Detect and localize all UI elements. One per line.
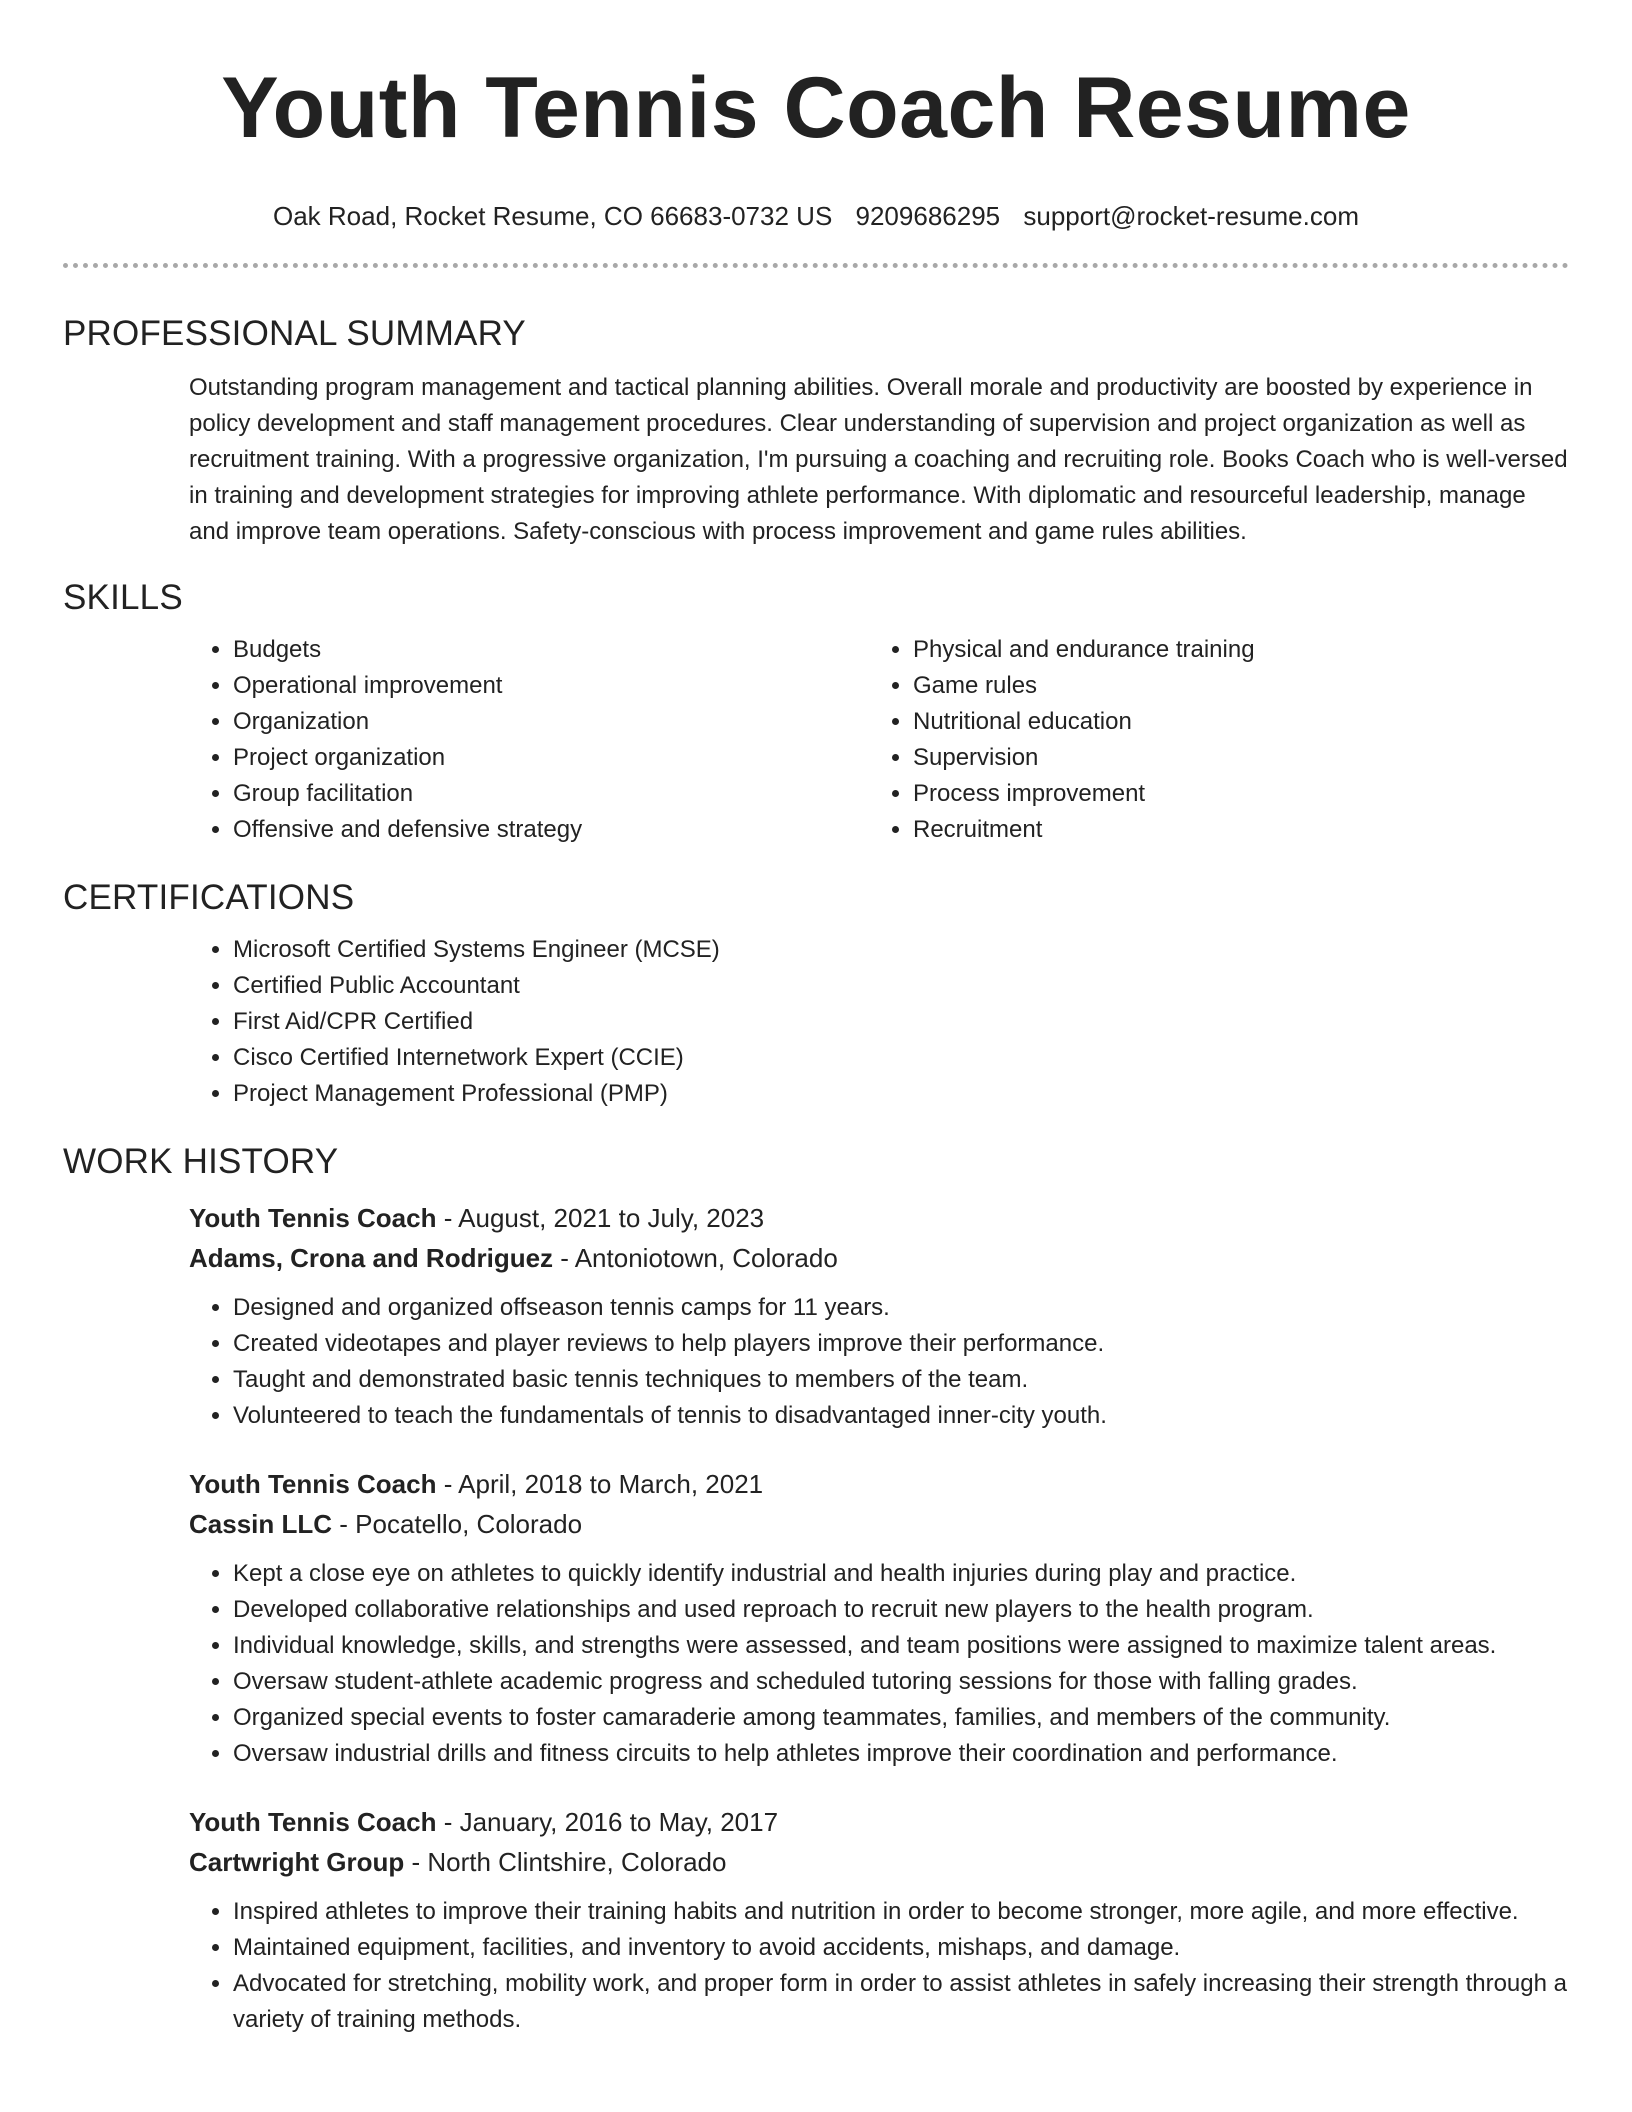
section-heading-work-history: WORK HISTORY [63, 1142, 339, 1181]
professional-summary-section [63, 312, 1569, 550]
job-company: Cartwright Group [189, 1847, 405, 1877]
contact-phone: 9209686295 [855, 201, 1001, 231]
certification-item: • Cisco Certified Internetwork Expert (CCIE) [233, 1040, 1569, 1076]
separator: - [436, 1203, 459, 1233]
skill-item: • Physical and endurance training [913, 632, 1549, 668]
job-bullet: • Developed collaborative relationships and used reproach to recruit new players to the health program. [233, 1592, 1569, 1628]
certifications-section [63, 876, 1569, 1112]
job-bullet: • Kept a close eye on athletes to quickly identify industrial and health injuries during play and practice. [233, 1556, 1569, 1592]
resume-title: Youth Tennis Coach Resume [221, 60, 1411, 156]
skill-item: • Operational improvement [233, 668, 869, 704]
job-entry [189, 1198, 1569, 1434]
section-heading-skills: SKILLS [63, 578, 183, 617]
section-heading-certifications: CERTIFICATIONS [63, 878, 355, 917]
skill-item: • Group facilitation [233, 776, 869, 812]
header-divider [63, 263, 1569, 268]
contact-email: support@rocket-resume.com [1023, 201, 1359, 231]
job-dates: January, 2016 to May, 2017 [459, 1807, 779, 1837]
job-title-line [189, 1802, 1569, 1842]
job-location: Pocatello, Colorado [355, 1509, 583, 1539]
job-dates: August, 2021 to July, 2023 [458, 1203, 765, 1233]
job-company-line [189, 1238, 1569, 1278]
job-bullet: • Created videotapes and player reviews to help players improve their performance. [233, 1326, 1569, 1362]
skill-item: • Supervision [913, 740, 1549, 776]
job-company-line [189, 1842, 1569, 1882]
job-bullet: • Advocated for stretching, mobility work, and proper form in order to assist athletes in safely increasing their strength through a variety of training methods. [233, 1966, 1569, 2038]
job-title: Youth Tennis Coach [189, 1469, 437, 1499]
skills-section [63, 576, 1569, 848]
job-bullet: • Designed and organized offseason tennis camps for 11 years. [233, 1290, 1569, 1326]
separator: - [436, 1469, 459, 1499]
job-location: North Clintshire, Colorado [427, 1847, 727, 1877]
job-dates: April, 2018 to March, 2021 [458, 1469, 764, 1499]
skill-item: • Process improvement [913, 776, 1549, 812]
job-bullet: • Oversaw industrial drills and fitness circuits to help athletes improve their coordination and performance. [233, 1736, 1569, 1772]
job-bullet: • Inspired athletes to improve their training habits and nutrition in order to become stronger, more agile, and more effective. [233, 1894, 1569, 1930]
job-title-line [189, 1198, 1569, 1238]
skill-item: • Organization [233, 704, 869, 740]
summary-text: Outstanding program management and tactical planning abilities. Overall morale and productivity are boosted by experience in policy development and staff management procedures. Clear understanding of supervision and project organization as well as recruitment training. With a progressive organization, I'm pursuing a coaching and recruiting role. Books Coach who is well-versed in training and development strategies for improving athlete performance. With diplomatic and resourceful leadership, manage and improve team operations. Safety-conscious with process improvement and game rules abilities. [189, 374, 1568, 545]
job-bullet: • Maintained equipment, facilities, and inventory to avoid accidents, mishaps, and damage. [233, 1930, 1569, 1966]
skills-column-right [869, 632, 1549, 848]
contact-address: Oak Road, Rocket Resume, CO 66683-0732 US [273, 201, 833, 231]
job-title: Youth Tennis Coach [189, 1203, 437, 1233]
skills-column-left [189, 632, 869, 848]
separator: - [553, 1243, 575, 1273]
job-company: Cassin LLC [189, 1509, 333, 1539]
certification-item: • Microsoft Certified Systems Engineer (MCSE) [233, 932, 1569, 968]
job-bullet: • Organized special events to foster camaraderie among teammates, families, and members of the community. [233, 1700, 1569, 1736]
skill-item: • Budgets [233, 632, 869, 668]
job-bullet: • Taught and demonstrated basic tennis techniques to members of the team. [233, 1362, 1569, 1398]
skill-item: • Game rules [913, 668, 1549, 704]
separator: - [404, 1847, 428, 1877]
job-bullet: • Oversaw student-athlete academic progress and scheduled tutoring sessions for those with falling grades. [233, 1664, 1569, 1700]
certification-item: • First Aid/CPR Certified [233, 1004, 1569, 1040]
job-company: Adams, Crona and Rodriguez [189, 1243, 554, 1273]
job-entry [189, 1802, 1569, 2038]
certification-item: • Project Management Professional (PMP) [233, 1076, 1569, 1112]
separator: - [436, 1807, 460, 1837]
certifications-list-wrap [189, 932, 1569, 1112]
job-location: Antoniotown, Colorado [574, 1243, 838, 1273]
skill-item: • Offensive and defensive strategy [233, 812, 869, 848]
job-title-line [189, 1464, 1569, 1504]
skills-grid [189, 632, 1569, 848]
separator: - [332, 1509, 356, 1539]
job-bullet: • Individual knowledge, skills, and strengths were assessed, and team positions were assigned to maximize talent areas. [233, 1628, 1569, 1664]
skill-item: • Nutritional education [913, 704, 1549, 740]
job-title: Youth Tennis Coach [189, 1807, 437, 1837]
certification-item: • Certified Public Accountant [233, 968, 1569, 1004]
skill-item: • Project organization [233, 740, 869, 776]
skill-item: • Recruitment [913, 812, 1549, 848]
job-bullet: • Volunteered to teach the fundamentals of tennis to disadvantaged inner-city youth. [233, 1398, 1569, 1434]
contact-line [63, 200, 1569, 232]
job-company-line [189, 1504, 1569, 1544]
work-history-section [63, 1140, 1569, 2038]
section-heading-summary: PROFESSIONAL SUMMARY [63, 314, 526, 353]
job-entry [189, 1464, 1569, 1772]
